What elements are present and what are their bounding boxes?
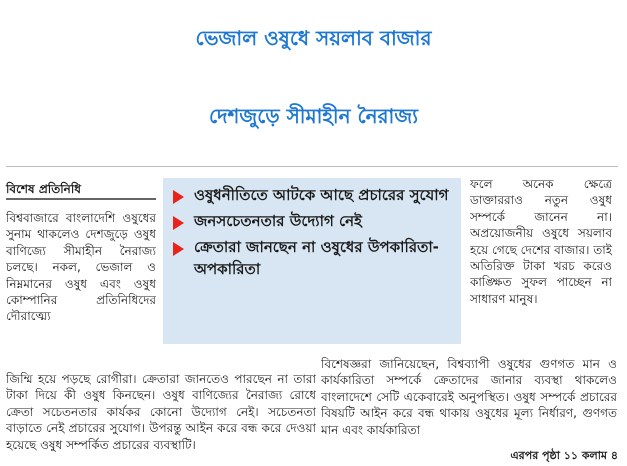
highlight-item [171, 236, 455, 280]
highlight-text: ওষুধনীতিতে আটকে আছে প্রচারের সুযোগ [194, 186, 449, 204]
body-bottom-right: বিশেষজ্ঞরা জানিয়েছেন, বিশ্বব্যাপী ওষুধের গুণগত মান ও কার্যকারিতা সম্পর্কে ক্রেতাদের জানার ব্যবস্থা থাকলেও বাংলাদেশে সেটি একেবারেই অনুপস্থিত। ওষুধ সম্পর্কে প্রচারের বিষয়টি আইন করে বন্ধ থাকায় ওষুধের মূল্য নির্ধারণ, গুণগত মান এবং কার্যকারিতা [321, 357, 617, 437]
continuation-note: এরপর পৃষ্ঠা ১১ কলাম ৪ [510, 449, 618, 462]
highlight-box [163, 178, 461, 344]
byline: বিশেষ প্রতিনিধি [6, 180, 156, 200]
body-right-column: ফলে অনেক ক্ষেত্রে ডাক্তাররাও নতুন ওষুধ সম্পর্কে জানেন না। অপ্রয়োজনীয় ওষুধে সয়লাব হয়ে গেছে দেশের বাজার। তাই অতিরিক্ত টাকা খরচ করেও কাঙ্ক্ষিত সুফল পাচ্ছেন না সাধারণ মানুষ। [470, 177, 612, 306]
highlight-text: ক্রেতারা জানছেন না ওষুধের উপকারিতা-অপকারিতা [194, 238, 439, 278]
divider [6, 166, 618, 167]
highlight-item [171, 210, 455, 232]
red-arrow-icon [173, 242, 184, 256]
red-arrow-icon [173, 190, 184, 204]
headline-line-1: ভেজাল ওষুধে সয়লাব বাজার [195, 26, 432, 50]
body-bottom-left: জিম্মি হয়ে পড়ছে রোগীরা। ক্রেতারা জানতেও পারছেন না তারা টাকা দিয়ে কী ওষুধ কিনছেন। ওষুধ বাণিজ্যের নৈরাজ্য রোধে ক্রেতা সচেতনতার কার্যকর কোনো উদ্যোগ নেই। সচেতনতা বাড়াতে নেই প্রচারের সুযোগ। উপরন্তু আইন করে বন্ধ করে দেওয়া হয়েছে ওষুধ সম্পর্কিত প্রচারের ব্যবস্থাটি। [6, 372, 316, 452]
headline-line-2: দেশজুড়ে সীমাহীন নৈরাজ্য [208, 104, 419, 128]
highlight-item [171, 184, 455, 206]
body-left-column: বিশ্ববাজারে বাংলাদেশি ওষুধের সুনাম থাকলেও দেশজুড়ে ওষুধ বাণিজ্যে সীমাহীন নৈরাজ্য চলছে। নকল, ভেজাল ও নিম্নমানের ওষুধ এবং ওষুধ কোম্পানির প্রতিনিধিদের দৌরাত্ম্যে [6, 211, 156, 324]
red-arrow-icon [173, 216, 184, 230]
highlight-text: জনসচেতনতার উদ্যোগ নেই [194, 212, 362, 230]
